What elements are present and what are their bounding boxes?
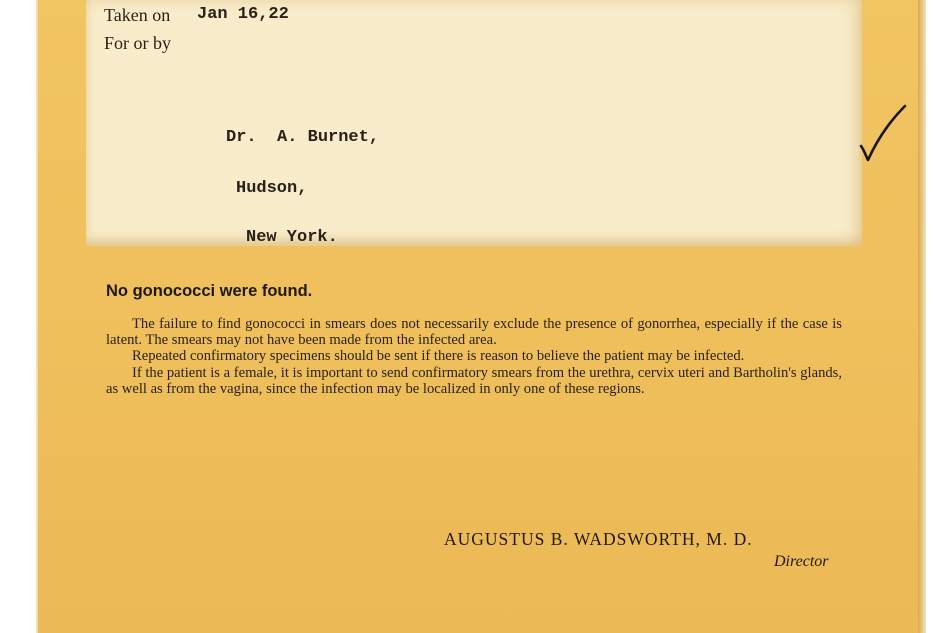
paragraph-repeat: Repeated confirmatory specimens should be sent if there is reason to believe the patient may be infected. <box>132 348 745 365</box>
paragraph-female: If the patient is a female, it is important to send confirmatory smears from the urethra, cervix uteri and Bartholin's glands, as well as from the vagina, since the infection may be localized in only one of these regions. <box>106 364 842 397</box>
signature-title: Director <box>774 553 829 570</box>
result-heading: No gonococci were found. <box>106 282 313 300</box>
address-slip <box>86 0 862 246</box>
address-line-name: Dr. A. Burnet, <box>226 128 380 147</box>
taken-on-date: Jan 16,22 <box>197 5 289 24</box>
check-mark-icon <box>855 100 910 165</box>
for-or-by-label: For or by <box>104 33 171 53</box>
address-line-city: Hudson, <box>236 179 308 198</box>
report-body <box>106 316 842 397</box>
paper-edge-right <box>918 0 926 633</box>
signature-name: AUGUSTUS B. WADSWORTH, M. D. <box>444 529 753 549</box>
taken-on-label: Taken on <box>104 5 171 25</box>
paragraph-latent: The failure to find gonococci in smears does not necessarily exclude the presence of gonorrhea, especially if the case is latent. The smears may not have been made from the infected area. <box>106 316 842 349</box>
address-line-state: New York. <box>246 228 338 247</box>
